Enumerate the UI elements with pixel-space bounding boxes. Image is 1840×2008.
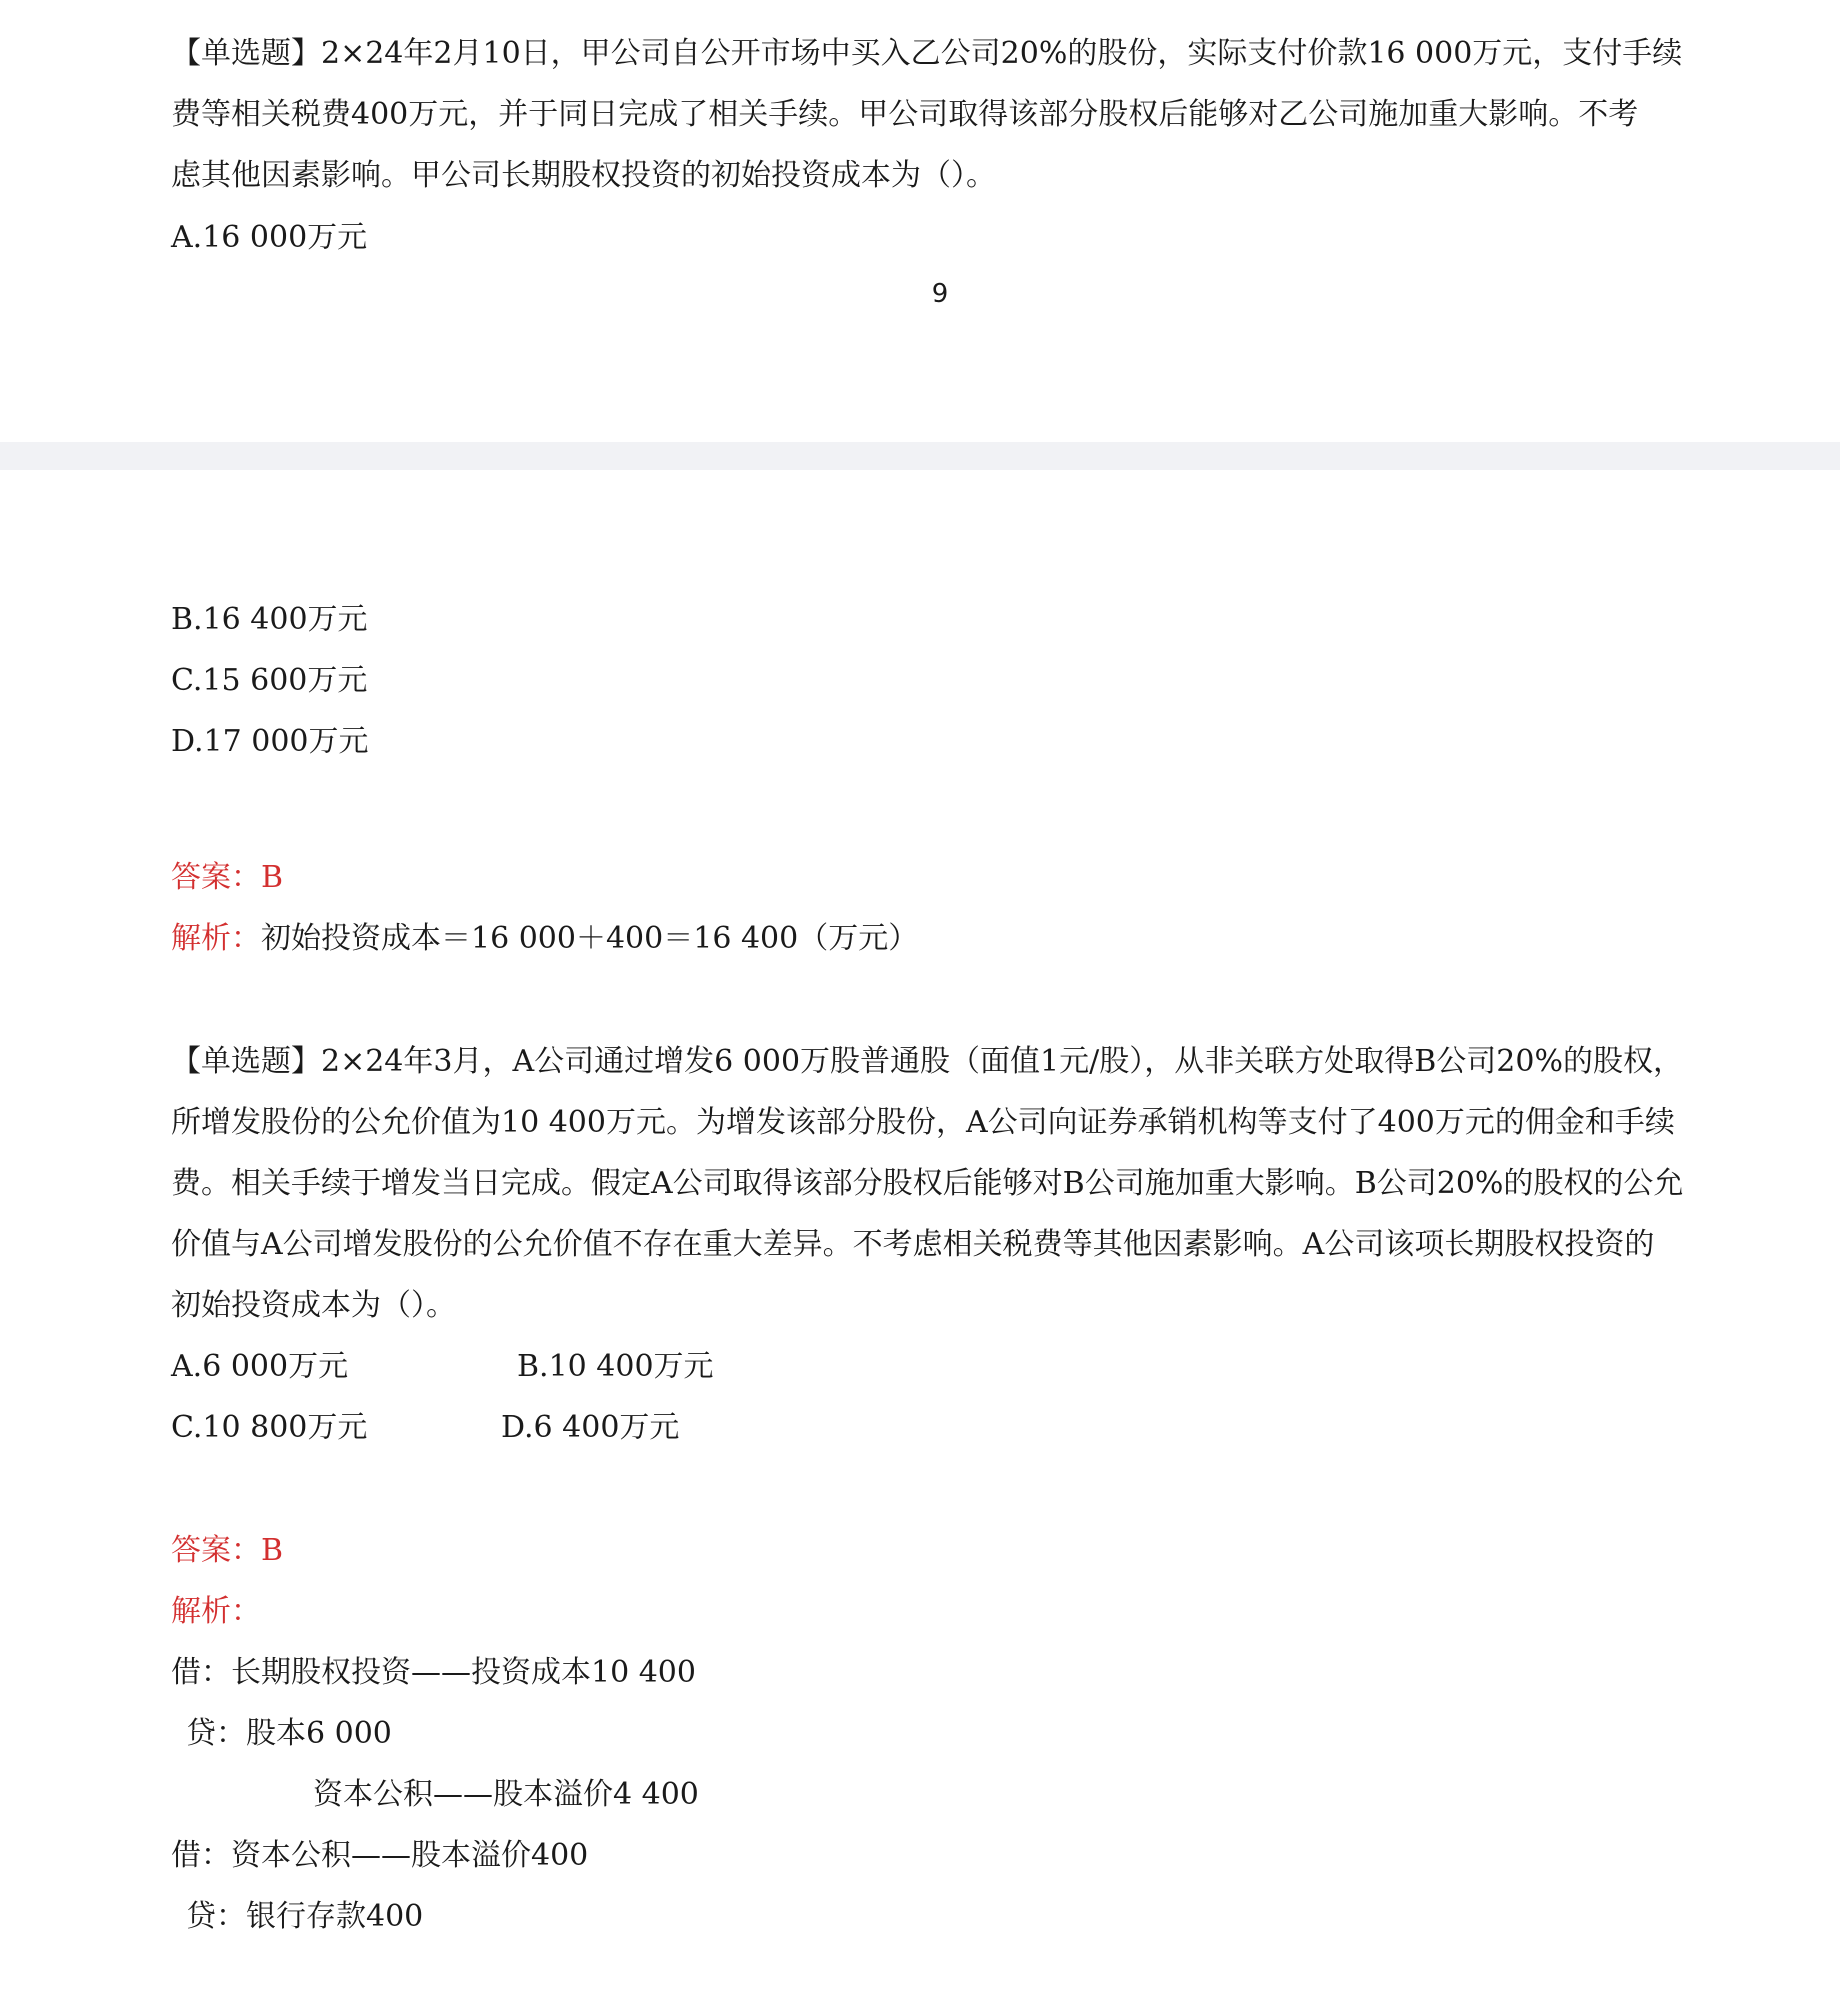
q2-stem-line-2: 所增发股份的公允价值为10 400万元。为增发该部分股份，A公司向证券承销机构等支付了400万元的佣金和手续 — [171, 1105, 1675, 1140]
page-separator — [0, 442, 1840, 470]
q2-option-d: D.6 400万元 — [501, 1410, 680, 1445]
q1-analysis — [171, 919, 918, 959]
q1-option-b: B.16 400万元 — [171, 602, 368, 637]
q1-answer: 答案：B — [171, 860, 284, 895]
q2-option-b: B.10 400万元 — [517, 1349, 714, 1384]
q1-stem-line-3: 虑其他因素影响。甲公司长期股权投资的初始投资成本为（）。 — [171, 158, 996, 193]
q1-stem-line-1: 【单选题】2×24年2月10日，甲公司自公开市场中买入乙公司20%的股份，实际支付价款16 000万元，支付手续 — [171, 36, 1683, 71]
journal-entry-credit-1: 贷：股本6 000 — [186, 1716, 392, 1751]
q2-option-a: A.6 000万元 — [171, 1349, 349, 1384]
q2-option-c: C.10 800万元 — [171, 1410, 368, 1445]
q2-answer: 答案：B — [171, 1533, 284, 1568]
journal-entry-credit-2: 资本公积——股本溢价4 400 — [313, 1777, 699, 1812]
q1-analysis-text: 初始投资成本＝16 000＋400＝16 400（万元） — [261, 921, 919, 956]
journal-entry-credit-3: 贷：银行存款400 — [186, 1899, 424, 1934]
q1-option-c: C.15 600万元 — [171, 663, 368, 698]
q2-analysis-label: 解析： — [171, 1594, 261, 1629]
journal-entry-debit-1: 借：长期股权投资——投资成本10 400 — [171, 1655, 696, 1690]
q2-stem-line-3: 费。相关手续于增发当日完成。假定A公司取得该部分股权后能够对B公司施加重大影响。B公司20%的股权的公允 — [171, 1166, 1684, 1201]
q1-option-a: A.16 000万元 — [171, 220, 368, 255]
q2-stem-line-4: 价值与A公司增发股份的公允价值不存在重大差异。不考虑相关税费等其他因素影响。A公司该项长期股权投资的 — [171, 1227, 1655, 1262]
q2-stem-line-1: 【单选题】2×24年3月，A公司通过增发6 000万股普通股（面值1元/股），从非关联方处取得B公司20%的股权， — [171, 1044, 1683, 1079]
q1-analysis-label: 解析： — [171, 921, 261, 956]
q1-option-d: D.17 000万元 — [171, 724, 369, 759]
journal-entry-debit-2: 借：资本公积——股本溢价400 — [171, 1838, 589, 1873]
page-number: 9 — [931, 279, 949, 309]
q2-stem-line-5: 初始投资成本为（）。 — [171, 1288, 456, 1323]
q1-stem-line-2: 费等相关税费400万元，并于同日完成了相关手续。甲公司取得该部分股权后能够对乙公司施加重大影响。不考 — [171, 97, 1639, 132]
